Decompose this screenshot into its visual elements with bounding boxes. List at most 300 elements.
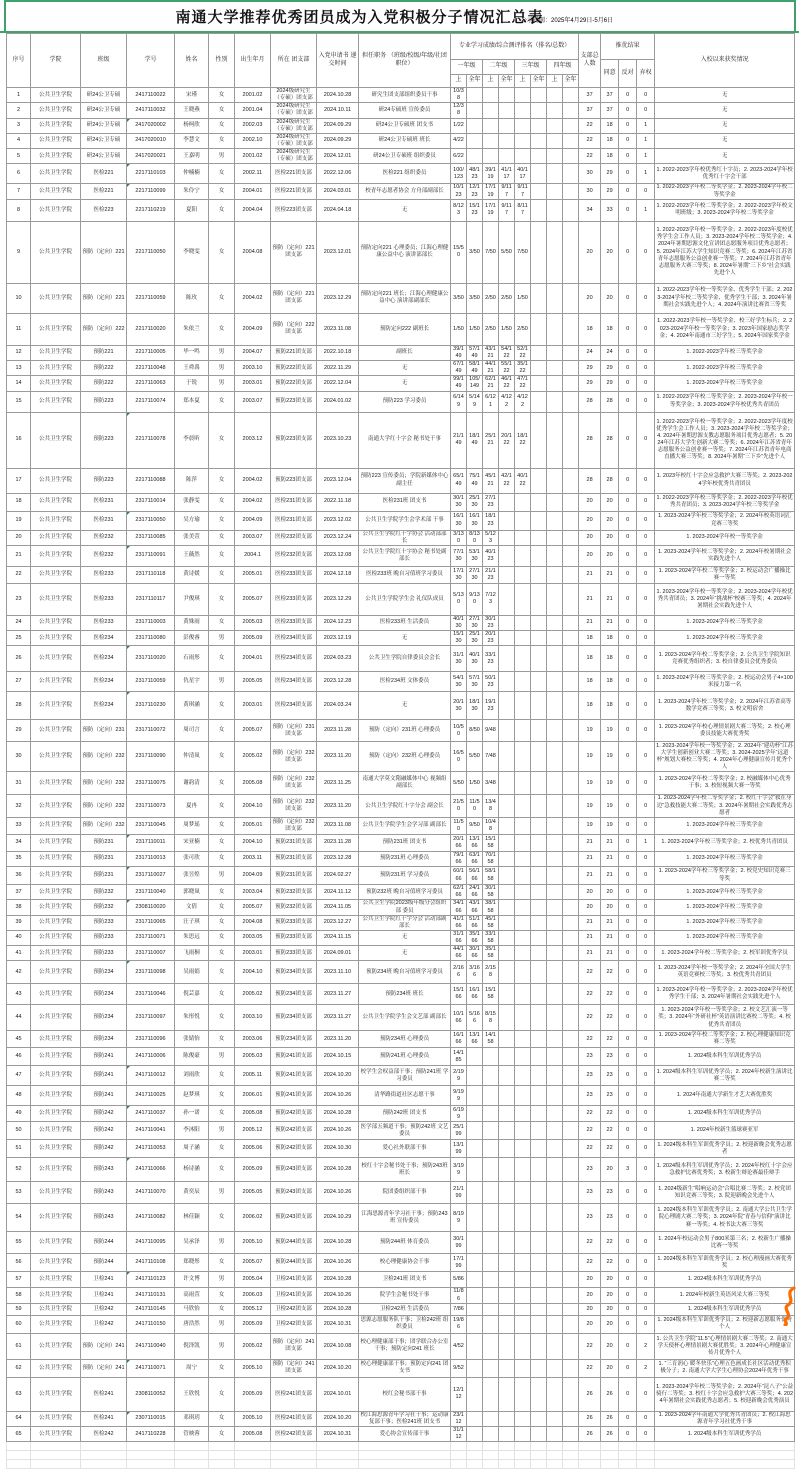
cell-name: 陈玫: [175, 283, 209, 313]
cell-awards: 1. 2024级本科生军训优秀学员；2. 校迎新志愿服务优秀个人: [655, 1315, 795, 1333]
cell-date: 2022.11.29: [317, 360, 359, 375]
cell-branch: 预防234团支部: [271, 1031, 317, 1048]
cell-branch: 2024级研究生（专硕）团支部: [271, 133, 317, 148]
cell-branch-total: 18: [579, 672, 601, 692]
cell-date: 2024.01.02: [317, 391, 359, 412]
cell-sid: 2417110006: [127, 1048, 175, 1066]
cell-sex: 女: [209, 1427, 235, 1442]
cell-name: 汪子琪: [175, 915, 209, 930]
cell-sid: 2217110088: [127, 468, 175, 493]
cell-grade-rank: [467, 88, 483, 103]
cell-date: 2023.12.29: [317, 583, 359, 615]
cell-college: 公共卫生学院: [31, 360, 81, 375]
cell-grade-rank: [563, 566, 579, 583]
cell-grade-rank: [563, 631, 579, 646]
cell-grade-rank: [563, 692, 579, 720]
empty-cell: [317, 1451, 359, 1460]
cell-name: 管映蓉: [175, 1427, 209, 1442]
cell-grade-rank: [483, 1158, 499, 1182]
cell-birth: 2005.03: [235, 1048, 271, 1066]
cell-grade-rank: 3/50: [467, 221, 483, 283]
cell-awards: 1. 2023-2024学年校一等奖学金: [655, 530, 795, 545]
cell-cls: 预防241: [81, 1048, 127, 1066]
cell-birth: 2005.01: [235, 817, 271, 834]
cell-grade-rank: [483, 88, 499, 103]
cell-grade-rank: [531, 149, 547, 164]
cell-sid: 2317110020: [127, 646, 175, 672]
table-row: [7, 391, 795, 412]
cell-grade-rank: [515, 1086, 531, 1106]
cell-grade-rank: [531, 984, 547, 1005]
cell-awards: 1. 2023-2024学年校三等奖学金: [655, 915, 795, 930]
cell-date: 2024.10.31: [317, 1315, 359, 1333]
cell-oppose: 0: [619, 1086, 637, 1106]
cell-branch: 预防（定向）232团支部: [271, 795, 317, 817]
cell-awards: 无: [655, 103, 795, 118]
cell-branch-total: 23: [579, 1048, 601, 1066]
cell-grade-rank: 2/50: [515, 313, 531, 345]
cell-duty: 预防定向221 心理委员；江海心理健康公益中心 演讲部部长: [359, 221, 451, 283]
cell-abstain: 0: [637, 672, 655, 692]
cell-grade-rank: [531, 1377, 547, 1411]
cell-grade-rank: [563, 1333, 579, 1359]
cell-grade-rank: 8/123: [451, 199, 467, 221]
cell-grade-rank: [531, 412, 547, 468]
cell-no: 46: [7, 1048, 31, 1066]
cell-cls: 预防222: [81, 376, 127, 391]
cell-branch-total: 22: [579, 1254, 601, 1272]
cell-sex: 女: [209, 772, 235, 795]
table-row: [7, 915, 795, 930]
cell-sid: 2217110074: [127, 391, 175, 412]
cell-no: 23: [7, 583, 31, 615]
cell-cls: 医检223: [81, 199, 127, 221]
empty-cell: [655, 1442, 795, 1451]
cell-grade-rank: [547, 1272, 563, 1288]
empty-cell: [31, 1442, 81, 1451]
cell-name: 黄姝雨: [175, 615, 209, 630]
cell-grade-rank: [563, 1315, 579, 1333]
cell-grade-rank: [499, 545, 515, 566]
cell-grade-rank: [531, 1232, 547, 1254]
cell-grade-rank: 1/50: [515, 283, 531, 313]
cell-grade-rank: [515, 1182, 531, 1204]
cell-grade-rank: [515, 646, 531, 672]
cell-agree: 23: [601, 1048, 619, 1066]
cell-grade-rank: [531, 1333, 547, 1359]
cell-name: 李沐阳: [175, 1122, 209, 1140]
cell-abstain: 0: [637, 221, 655, 283]
cell-no: 15: [7, 391, 31, 412]
cell-sex: 男: [209, 1315, 235, 1333]
cell-name: 于锐: [175, 376, 209, 391]
cell-birth: 2005.11: [235, 1066, 271, 1086]
cell-grade-rank: [515, 1288, 531, 1303]
cell-sex: 女: [209, 885, 235, 900]
cell-agree: 18: [601, 646, 619, 672]
cell-sex: 女: [209, 615, 235, 630]
cell-name: 李晓雯: [175, 221, 209, 283]
cell-grade-rank: [499, 834, 515, 851]
cell-grade-rank: [563, 184, 579, 199]
cell-sex: 女: [209, 742, 235, 772]
cell-grade-rank: [467, 1411, 483, 1426]
cell-branch-total: 20: [579, 493, 601, 511]
cell-grade-rank: [467, 1158, 483, 1182]
cell-grade-rank: [515, 88, 531, 103]
cell-cls: 预防243: [81, 1158, 127, 1182]
cell-branch: 预防241团支部: [271, 1086, 317, 1106]
cell-grade-rank: [531, 530, 547, 545]
cell-college: 公共卫生学院: [31, 984, 81, 1005]
cell-grade-rank: [531, 1048, 547, 1066]
cell-date: 2024.10.28: [317, 88, 359, 103]
cell-grade-rank: [547, 867, 563, 885]
cell-abstain: 0: [637, 1005, 655, 1031]
empty-cell: [271, 1460, 317, 1469]
table-row: [7, 1158, 795, 1182]
cell-no: 28: [7, 692, 31, 720]
cell-abstain: 0: [637, 1048, 655, 1066]
cell-grade-rank: [499, 1333, 515, 1359]
cell-birth: 2005.02: [235, 1333, 271, 1359]
empty-cell: [317, 1442, 359, 1451]
cell-name: 黄琪涵: [175, 692, 209, 720]
cell-grade-rank: [563, 1005, 579, 1031]
cell-no: 22: [7, 566, 31, 583]
cell-birth: 2003.01: [235, 946, 271, 961]
cell-grade-rank: 5/50: [451, 772, 467, 795]
empty-cell: [209, 1451, 235, 1460]
table-row: [7, 199, 795, 221]
cell-birth: 2005.05: [235, 1182, 271, 1204]
cell-branch-total: 28: [579, 412, 601, 468]
cell-agree: 19: [601, 795, 619, 817]
cell-grade-rank: [467, 1204, 483, 1232]
cell-birth: 2004.02: [235, 283, 271, 313]
cell-grade-rank: [563, 1122, 579, 1140]
cell-branch-total: 20: [579, 545, 601, 566]
cell-sid: 2417110108: [127, 1254, 175, 1272]
cell-sid: 2417110082: [127, 1204, 175, 1232]
cell-sid: 2317110059: [127, 672, 175, 692]
cell-grade-rank: 19/86: [451, 1315, 467, 1333]
empty-cell: [579, 1460, 601, 1469]
cell-grade-rank: 46/122: [499, 376, 515, 391]
cell-duty: 预防234班 晚自习值班学习委员: [359, 961, 451, 984]
cell-date: 2024.10.15: [317, 1048, 359, 1066]
cell-name: 赵梦琪: [175, 1086, 209, 1106]
table-row: [7, 867, 795, 885]
table-row: [7, 184, 795, 199]
cell-birth: 2003.10: [235, 1005, 271, 1031]
cell-grade-rank: 30/123: [483, 615, 499, 630]
cell-agree: 37: [601, 103, 619, 118]
cell-grade-rank: 5/123: [483, 530, 499, 545]
cell-grade-rank: [547, 391, 563, 412]
cell-birth: 2005.07: [235, 900, 271, 915]
cell-grade-rank: [531, 851, 547, 866]
cell-grade-rank: [499, 692, 515, 720]
cell-no: 7: [7, 184, 31, 199]
cell-grade-rank: 53/130: [467, 545, 483, 566]
cell-duty: 医检234班 文体委员: [359, 672, 451, 692]
cell-cls: 卫检241: [81, 1272, 127, 1288]
cell-agree: 20: [601, 1333, 619, 1359]
cell-agree: 21: [601, 566, 619, 583]
cell-cls: 医检221: [81, 164, 127, 184]
cell-branch: 预防233团支部: [271, 915, 317, 930]
col-header-grade2: 二年级: [483, 60, 515, 75]
cell-branch: 医检242团支部: [271, 1427, 317, 1442]
cell-grade-rank: 12/123: [467, 184, 483, 199]
cell-grade-rank: [563, 1182, 579, 1204]
cell-grade-rank: 16/166: [467, 984, 483, 1005]
cell-grade-rank: [547, 984, 563, 1005]
cell-agree: 24: [601, 345, 619, 360]
cell-branch: 预防（定向）221团支部: [271, 221, 317, 283]
cell-sex: 男: [209, 867, 235, 885]
cell-cls: 预防223: [81, 391, 127, 412]
cell-awards: 1. 2023-2024学年校三等奖学金；2. 校优秀共青团员: [655, 834, 795, 851]
cell-grade-rank: [515, 1411, 531, 1426]
cell-grade-rank: [499, 720, 515, 742]
cell-duty: 医检233班 晚自习值班学习委员: [359, 566, 451, 583]
cell-sex: 女: [209, 915, 235, 930]
cell-agree: 29: [601, 360, 619, 375]
cell-oppose: 0: [619, 1333, 637, 1359]
cell-awards: 1. 2023-2024学年校一等奖学金；2. 2024年全国大学生英语竞赛校三等奖；3. 校优秀共青团员: [655, 961, 795, 984]
cell-grade-rank: 3/166: [467, 961, 483, 984]
cell-branch: 医检223团支部: [271, 199, 317, 221]
cell-name: 朱依兰: [175, 313, 209, 345]
cell-grade-rank: [483, 133, 499, 148]
cell-oppose: 0: [619, 720, 637, 742]
cell-sex: 男: [209, 1048, 235, 1066]
cell-duty: 预防241班 心理委员: [359, 1048, 451, 1066]
cell-awards: 1. 2022-2023学年校三等奖学金；2. 2022-2023学年校优秀共青团员；3. 2023-2024学年校三等奖学金: [655, 493, 795, 511]
cell-grade-rank: [547, 283, 563, 313]
col-header-vote-result: 推优结果: [601, 34, 655, 60]
cell-grade-rank: [499, 1182, 515, 1204]
cell-duty: 爱心协会宣传部干事: [359, 1427, 451, 1442]
cell-grade-rank: 16/50: [451, 742, 467, 772]
table-row: [7, 720, 795, 742]
table-row: [7, 376, 795, 391]
cell-no: 25: [7, 631, 31, 646]
cell-branch-total: 37: [579, 103, 601, 118]
cell-cls: 预防243: [81, 1204, 127, 1232]
cell-name: 杨柯欣: [175, 118, 209, 133]
cell-grade-rank: 40/130: [467, 646, 483, 672]
cell-oppose: 0: [619, 885, 637, 900]
cell-name: 朱彤悦: [175, 1005, 209, 1031]
col-header-student-id: 学号: [127, 34, 175, 88]
cell-grade-rank: 7/50: [515, 221, 531, 283]
cell-grade-rank: [531, 313, 547, 345]
cell-grade-rank: [515, 103, 531, 118]
cell-college: 公共卫生学院: [31, 1254, 81, 1272]
table-row: [7, 313, 795, 345]
cell-birth: 2005.08: [235, 772, 271, 795]
cell-grade-rank: [563, 1254, 579, 1272]
cell-name: 尹俊琪: [175, 583, 209, 615]
cell-sex: 女: [209, 961, 235, 984]
cell-birth: 2003.01: [235, 376, 271, 391]
empty-cell: [175, 1460, 209, 1469]
cell-college: 公共卫生学院: [31, 88, 81, 103]
cell-cls: 医检231: [81, 493, 127, 511]
cell-duty: 爱心社外联部干事: [359, 1140, 451, 1158]
cell-grade-rank: [499, 1254, 515, 1272]
empty-cell: [619, 1451, 637, 1460]
cell-branch: 预防231团支部: [271, 834, 317, 851]
cell-grade-rank: [563, 376, 579, 391]
col-header-duty: 担任职务 （班级/校级/年级/社团 职位）: [359, 34, 451, 88]
cell-branch: 预防223团支部: [271, 468, 317, 493]
cell-sex: 女: [209, 133, 235, 148]
cell-grade-rank: 27/130: [467, 566, 483, 583]
cell-branch: 卫检242团支部: [271, 1315, 317, 1333]
cell-branch: 预防242团支部: [271, 1140, 317, 1158]
cell-no: 62: [7, 1359, 31, 1377]
cell-grade-rank: 1/50: [451, 313, 467, 345]
cell-branch-total: 26: [579, 1377, 601, 1411]
cell-grade-rank: [483, 1204, 499, 1232]
cell-agree: 26: [601, 1411, 619, 1426]
table-row: [7, 1048, 795, 1066]
cell-grade-rank: [483, 1315, 499, 1333]
table-row: [7, 930, 795, 945]
empty-cell: [619, 1442, 637, 1451]
cell-branch-total: 18: [579, 646, 601, 672]
cell-duty: 思源志愿服务队干事；卫检242班 组织委员: [359, 1315, 451, 1333]
cell-grade-rank: [499, 1086, 515, 1106]
cell-grade-rank: 58/149: [467, 360, 483, 375]
cell-abstain: 1: [637, 149, 655, 164]
cell-no: 17: [7, 468, 31, 493]
empty-cell: [209, 1460, 235, 1469]
cell-grade-rank: [467, 1359, 483, 1377]
cell-date: 2024.12.01: [317, 149, 359, 164]
cell-grade-rank: [531, 199, 547, 221]
cell-no: 4: [7, 133, 31, 148]
cell-branch: 预防243团支部: [271, 1182, 317, 1204]
cell-sex: 女: [209, 583, 235, 615]
cell-birth: 2004.08: [235, 915, 271, 930]
cell-college: 公共卫生学院: [31, 742, 81, 772]
cell-grade-rank: [499, 1122, 515, 1140]
cell-date: 2024.11.12: [317, 885, 359, 900]
cell-grade-rank: [467, 149, 483, 164]
cell-birth: 2005.10: [235, 1411, 271, 1426]
table-row: [7, 1272, 795, 1288]
cell-no: 53: [7, 1182, 31, 1204]
cell-birth: 2003.04: [235, 885, 271, 900]
cell-sex: 女: [209, 1066, 235, 1086]
empty-cell: [235, 1451, 271, 1460]
cell-grade-rank: [563, 412, 579, 468]
cell-grade-rank: 50/123: [483, 672, 499, 692]
cell-branch-total: 23: [579, 1158, 601, 1182]
cell-grade-rank: [563, 1031, 579, 1048]
cell-awards: 1. 2022-2023学年校二等奖学金；2. 2022-2023学年校文明班级；3. 2023-2024学年校二等奖学金: [655, 199, 795, 221]
cell-oppose: 0: [619, 900, 637, 915]
empty-cell: [31, 1451, 81, 1460]
cell-grade-rank: 13/48: [483, 795, 499, 817]
table-row: [7, 493, 795, 511]
cell-grade-rank: 77/130: [451, 545, 467, 566]
cell-date: 2023.11.28: [317, 720, 359, 742]
cell-grade-rank: [515, 566, 531, 583]
cell-grade-rank: 39/119: [483, 164, 499, 184]
cell-college: 公共卫生学院: [31, 1066, 81, 1086]
cell-oppose: 0: [619, 1182, 637, 1204]
cell-grade-rank: [499, 772, 515, 795]
cell-grade-rank: [499, 1288, 515, 1303]
cell-grade-rank: 39/149: [451, 345, 467, 360]
cell-grade-rank: [547, 1158, 563, 1182]
cell-grade-rank: [499, 631, 515, 646]
cell-grade-rank: 41/117: [499, 164, 515, 184]
cell-no: 26: [7, 646, 31, 672]
cell-grade-rank: 55/122: [499, 360, 515, 375]
cell-abstain: 0: [637, 900, 655, 915]
cell-abstain: 0: [637, 412, 655, 468]
empty-cell: [563, 1442, 579, 1451]
cell-no: 29: [7, 720, 31, 742]
cell-grade-rank: [515, 946, 531, 961]
cell-branch: 预防231团支部: [271, 867, 317, 885]
cell-no: 49: [7, 1106, 31, 1122]
col-header-no: 序号: [7, 34, 31, 88]
table-row: [7, 817, 795, 834]
cell-grade-rank: 25/121: [483, 412, 499, 468]
cell-grade-rank: [531, 511, 547, 530]
cell-abstain: 0: [637, 867, 655, 885]
cell-cls: 医检232: [81, 530, 127, 545]
cell-date: 2024.09.29: [317, 118, 359, 133]
cell-awards: 1. 2024级新生“唱响运动会”合唱比赛二等奖；2. 校党团知识竞赛三等奖；3. 院迎新晚会先进个人: [655, 1182, 795, 1204]
cell-college: 公共卫生学院: [31, 118, 81, 133]
cell-branch: 预防（定向）232团支部: [271, 772, 317, 795]
cell-branch-total: 22: [579, 961, 601, 984]
cell-grade-rank: [515, 961, 531, 984]
cell-grade-rank: [547, 1232, 563, 1254]
cell-grade-rank: 34/166: [451, 900, 467, 915]
cell-duty: 公共卫生学院学生会 礼仪队成员: [359, 583, 451, 615]
cell-grade-rank: [563, 1377, 579, 1411]
cell-branch-total: 19: [579, 720, 601, 742]
cell-oppose: 0: [619, 583, 637, 615]
cell-sex: 男: [209, 672, 235, 692]
cell-no: 11: [7, 313, 31, 345]
cell-duty: 无: [359, 360, 451, 375]
cell-date: 2023.11.27: [317, 984, 359, 1005]
cell-grade-rank: [563, 149, 579, 164]
cell-cls: 研24公卫专硕: [81, 103, 127, 118]
cell-grade-rank: [531, 1140, 547, 1158]
cell-grade-rank: 6/199: [451, 1106, 467, 1122]
cell-sex: 女: [209, 1086, 235, 1106]
cell-grade-rank: [499, 511, 515, 530]
cell-oppose: 0: [619, 184, 637, 199]
cell-grade-rank: 58/158: [483, 867, 499, 885]
cell-grade-rank: [547, 692, 563, 720]
cell-duty: 医检231班 团支书: [359, 493, 451, 511]
cell-grade-rank: 10/123: [451, 184, 467, 199]
cell-grade-rank: [547, 133, 563, 148]
